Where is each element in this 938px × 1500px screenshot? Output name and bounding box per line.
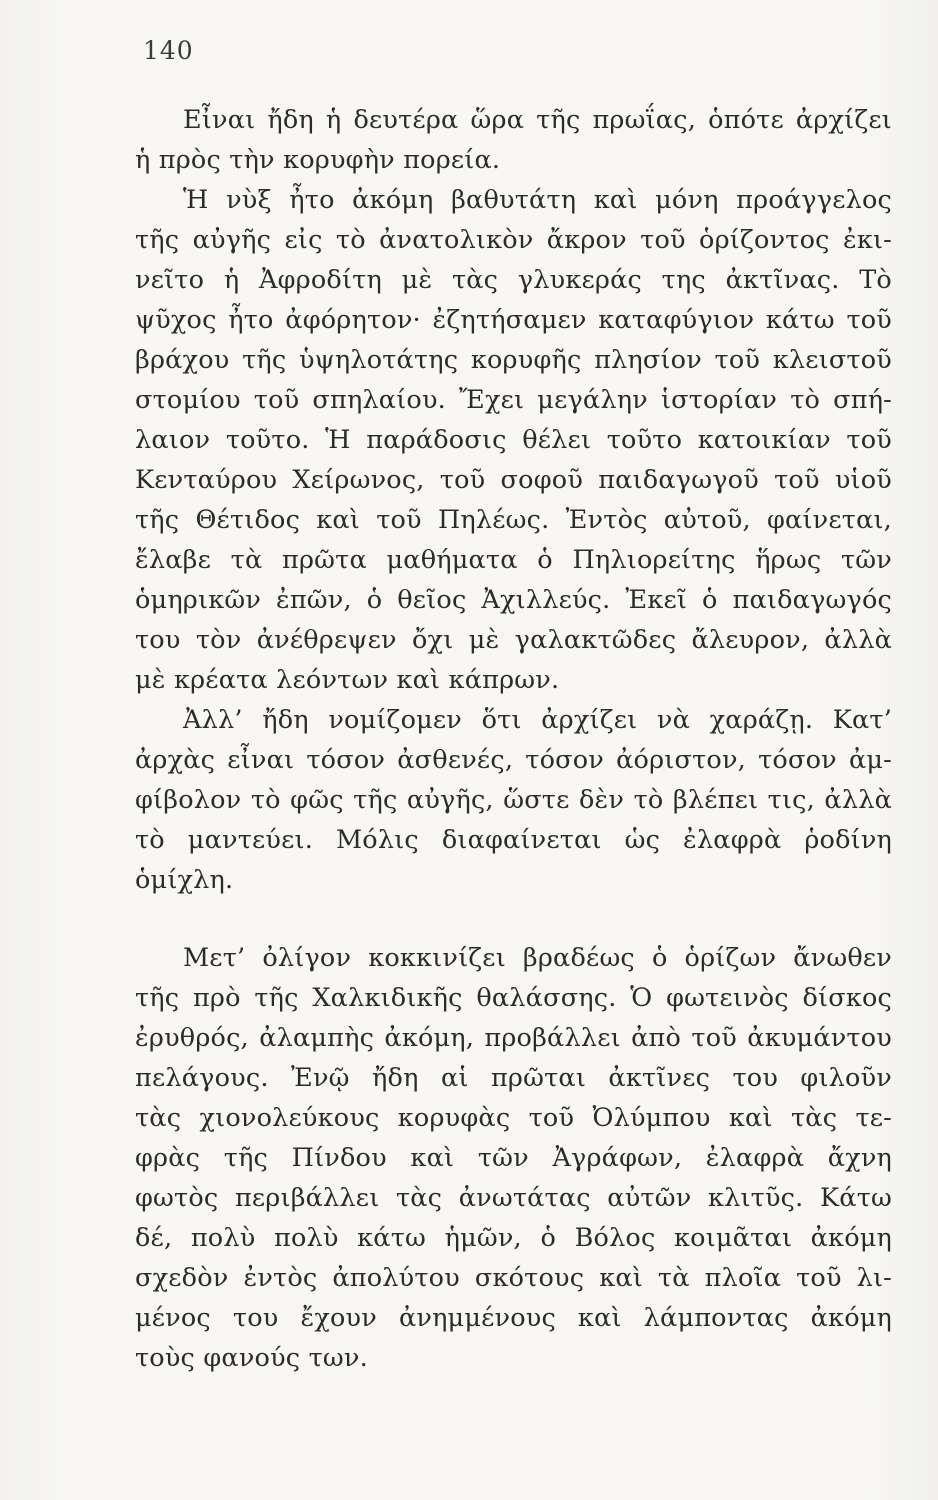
text-line: σχεδὸν ἐντὸς ἀπολύτου σκότους καὶ τὰ πλοῖα τοῦ λι- <box>135 1263 892 1293</box>
text-line: στομίου τοῦ σπηλαίου. Ἔχει μεγάλην ἱστορίαν τὸ σπή- <box>135 385 892 415</box>
text-line: δέ, πολὺ πολὺ κάτω ἡμῶν, ὁ Βόλος κοιμᾶται ἀκόμη <box>135 1223 892 1253</box>
text-line: φωτὸς περιβάλλει τὰς ἀνωτάτας αὐτῶν κλιτῦς. Κάτω <box>135 1183 892 1213</box>
page-number: 140 <box>143 36 194 65</box>
text-line: Μετ’ ὀλίγον κοκκινίζει βραδέως ὁ ὁρίζων ἄνωθεν <box>183 943 892 973</box>
text-line: μένος του ἔχουν ἀνημμένους καὶ λάμποντας ἀκόμη <box>135 1303 892 1333</box>
text-line: τῆς πρὸ τῆς Χαλκιδικῆς θαλάσσης. Ὁ φωτεινὸς δίσκος <box>135 983 892 1013</box>
text-line: φρὰς τῆς Πίνδου καὶ τῶν Ἀγράφων, ἐλαφρὰ ἄχνη <box>135 1143 892 1173</box>
text-line: ψῦχος ἦτο ἀφόρητον· ἐζητήσαμεν καταφύγιον κάτω τοῦ <box>135 305 892 335</box>
text-line: του τὸν ἀνέθρεψεν ὄχι μὲ γαλακτῶδες ἄλευρον, ἀλλὰ <box>135 625 892 655</box>
text-line: μὲ κρέατα λεόντων καὶ κάπρων. <box>135 665 560 695</box>
text-line: τῆς Θέτιδος καὶ τοῦ Πηλέως. Ἐντὸς αὐτοῦ, φαίνεται, <box>135 505 892 535</box>
text-line: ὁμίχλη. <box>135 865 234 895</box>
text-line: Κενταύρου Χείρωνος, τοῦ σοφοῦ παιδαγωγοῦ τοῦ υἱοῦ <box>135 465 892 495</box>
text-line: νεῖτο ἡ Ἀφροδίτη μὲ τὰς γλυκεράς της ἀκτῖνας. Τὸ <box>135 265 892 295</box>
text-line: Ἡ νὺξ ἦτο ἀκόμη βαθυτάτη καὶ μόνη προάγγελος <box>183 185 892 215</box>
text-line: Ἀλλ’ ἤδη νομίζομεν ὅτι ἀρχίζει νὰ χαράζῃ. Κατ’ <box>183 705 892 735</box>
text-line: ἡ πρὸς τὴν κορυφὴν πορεία. <box>135 145 501 175</box>
text-line: λαιον τοῦτο. Ἡ παράδοσις θέλει τοῦτο κατοικίαν τοῦ <box>135 425 892 455</box>
text-line: βράχου τῆς ὑψηλοτάτης κορυφῆς πλησίον τοῦ κλειστοῦ <box>135 345 892 375</box>
text-line: ἀρχὰς εἶναι τόσον ἀσθενές, τόσον ἀόριστον, τόσον ἀμ- <box>135 745 892 775</box>
text-line: φίβολον τὸ φῶς τῆς αὐγῆς, ὥστε δὲν τὸ βλέπει τις, ἀλλὰ <box>135 785 892 815</box>
text-line: ἐρυθρός, ἀλαμπὴς ἀκόμη, προβάλλει ἀπὸ τοῦ ἀκυμάντου <box>135 1023 892 1053</box>
text-line: τὸ μαντεύει. Μόλις διαφαίνεται ὡς ἐλαφρὰ ῥοδίνη <box>135 825 892 855</box>
text-line: πελάγους. Ἐνῷ ἤδη αἱ πρῶται ἀκτῖνες του φιλοῦν <box>135 1063 892 1093</box>
text-line: τὰς χιονολεύκους κορυφὰς τοῦ Ὀλύμπου καὶ τὰς τε- <box>135 1103 892 1133</box>
text-line: ὁμηρικῶν ἐπῶν, ὁ θεῖος Ἀχιλλεύς. Ἐκεῖ ὁ παιδαγωγός <box>135 585 892 615</box>
text-line: ἔλαβε τὰ πρῶτα μαθήματα ὁ Πηλιορείτης ἥρως τῶν <box>135 545 892 575</box>
text-line: τῆς αὐγῆς εἰς τὸ ἀνατολικὸν ἄκρον τοῦ ὁρίζοντος ἐκι- <box>135 225 892 255</box>
text-line: Εἶναι ἤδη ἡ δευτέρα ὥρα τῆς πρωΐας, ὁπότε ἀρχίζει <box>183 105 892 135</box>
text-line: τοὺς φανούς των. <box>135 1343 368 1373</box>
